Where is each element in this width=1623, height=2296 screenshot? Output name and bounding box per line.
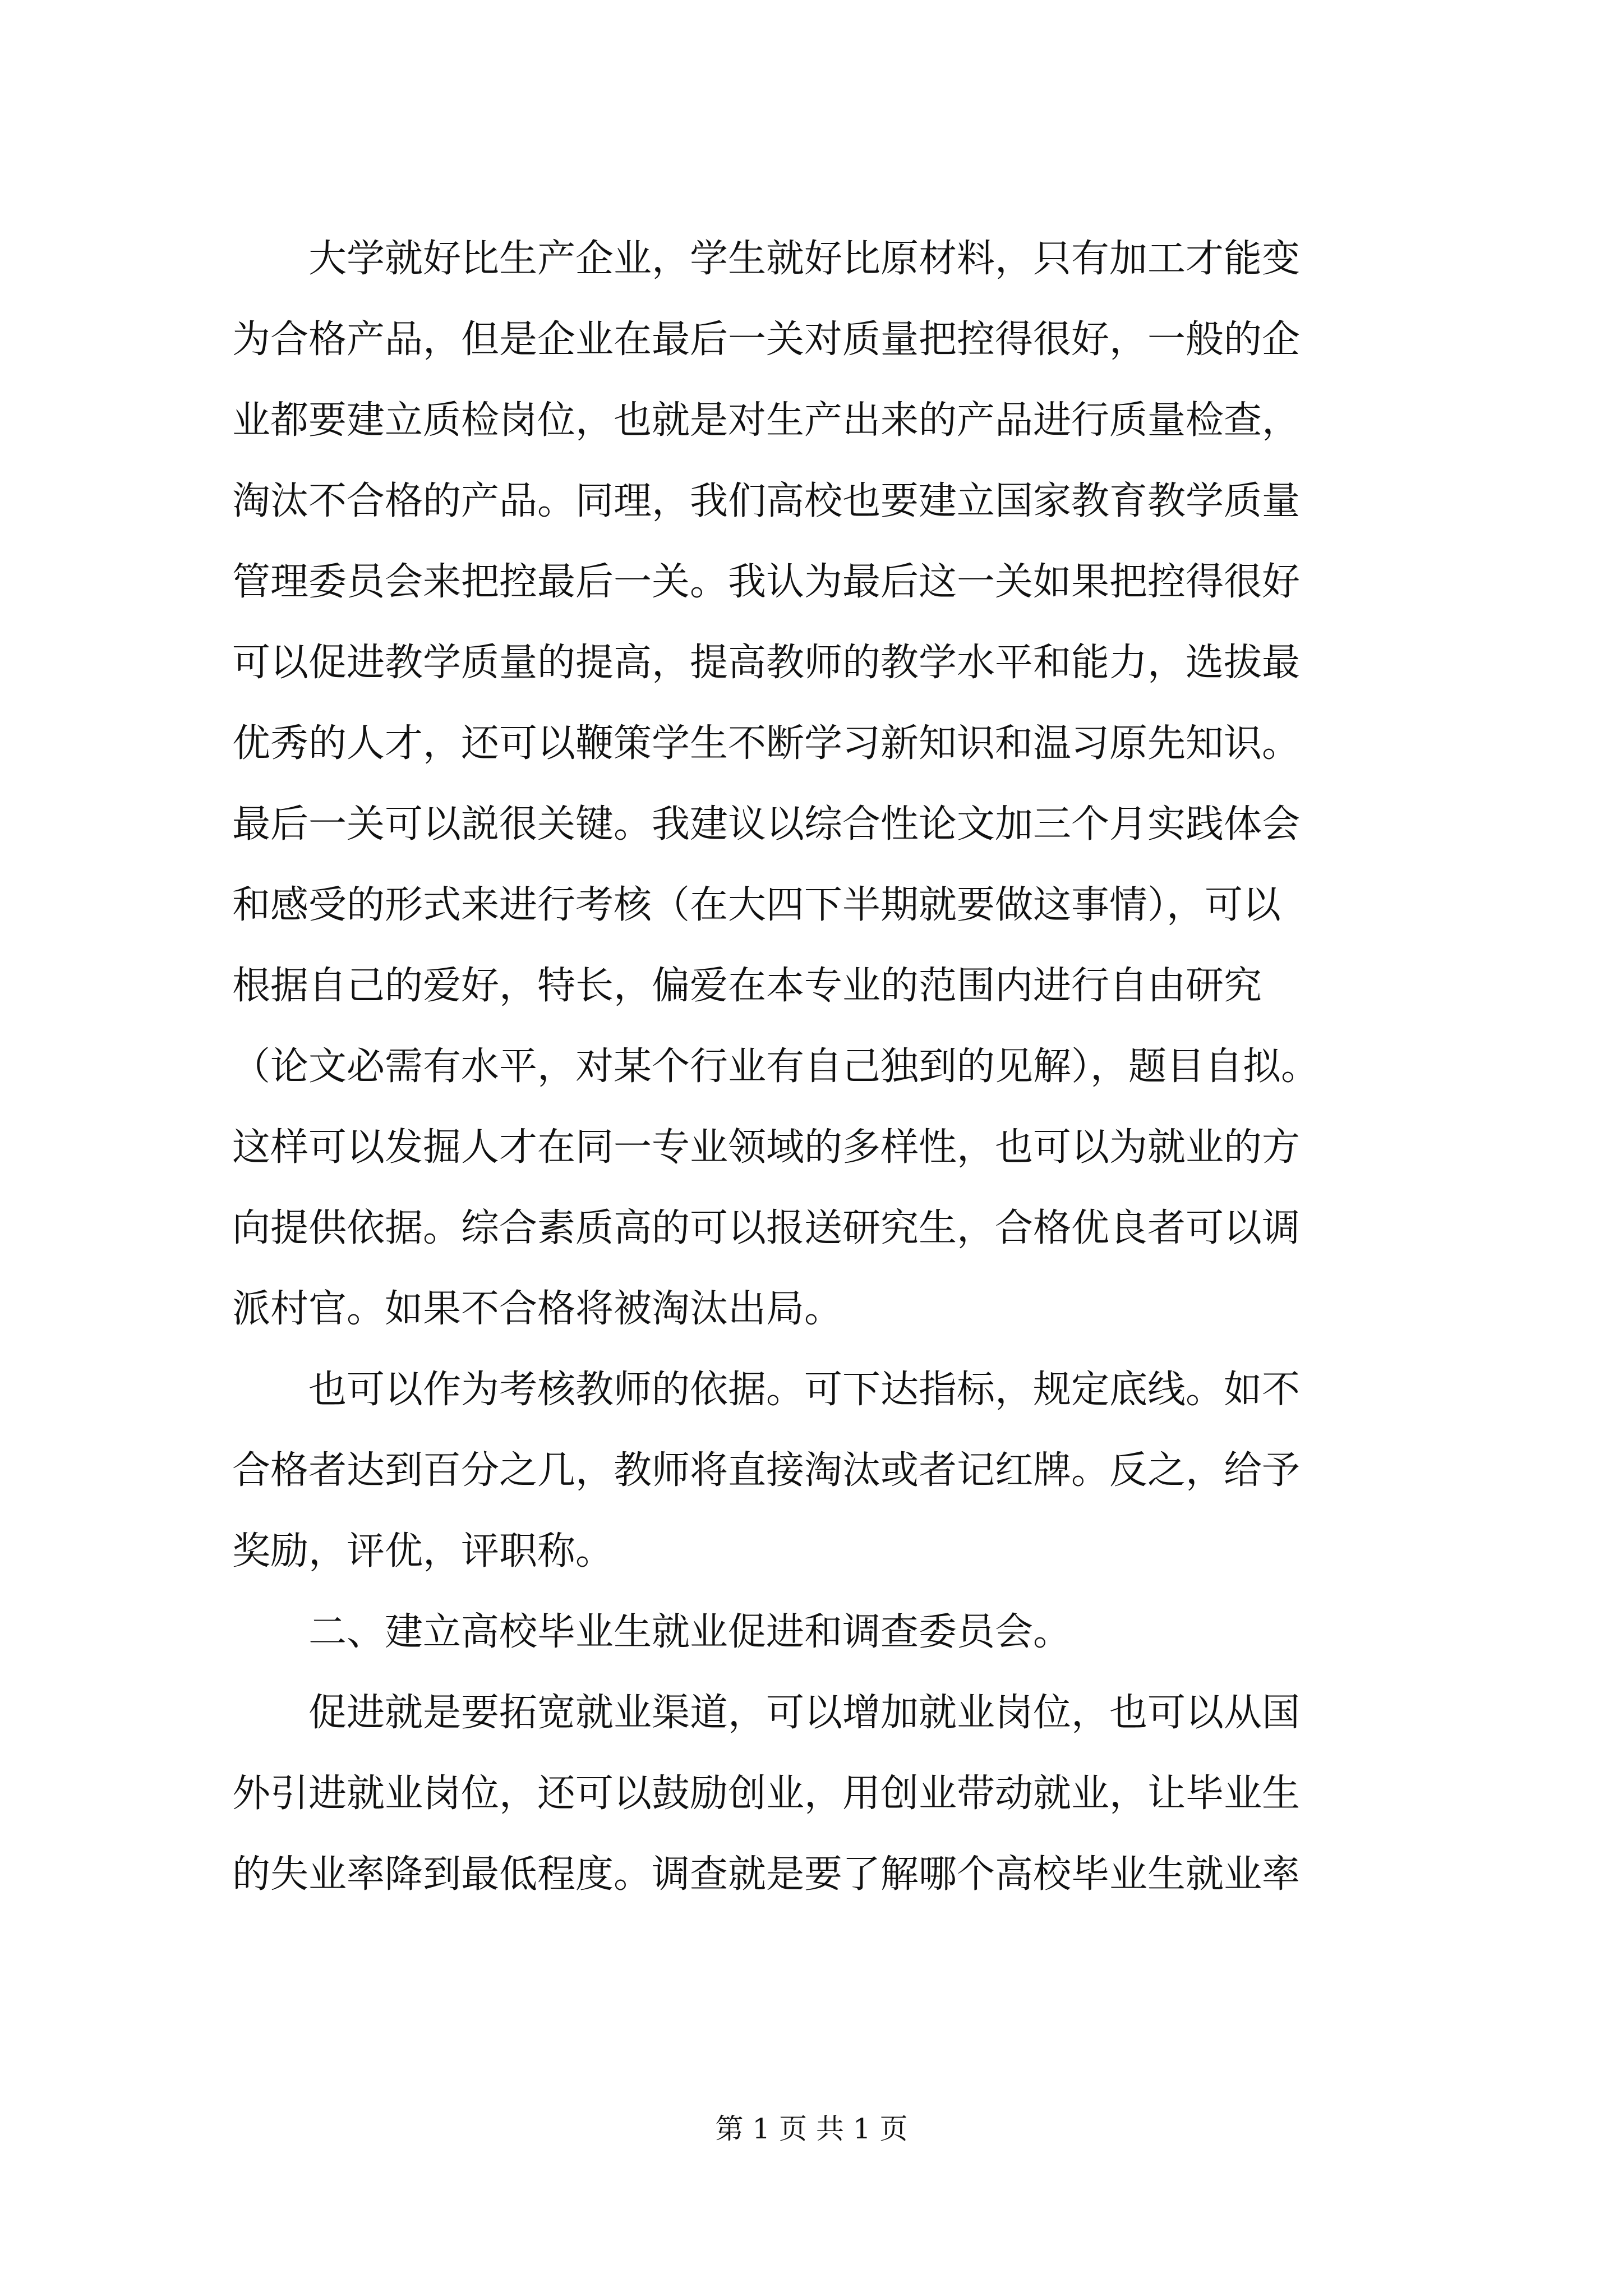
text-line: 最后一关可以説很关键。我建议以综合性论文加三个月实践体会 <box>232 802 1301 846</box>
text-line: 这样可以发掘人才在同一专业领域的多样性，也可以为就业的方 <box>232 1125 1301 1170</box>
text-line: 奖励，评优，评职称。 <box>232 1529 614 1573</box>
text-line: （论文必需有水平，对某个行业有自己独到的见解），题目自拟。 <box>232 1045 1320 1089</box>
page-number: 第 1 页 共 1 页 <box>715 2113 908 2145</box>
text-line: 业都要建立质检岗位，也就是对生产出来的产品进行质量检查， <box>232 398 1301 443</box>
text-line: 也可以作为考核教师的依据。可下达指标，规定底线。如不 <box>232 1368 1301 1412</box>
page-footer <box>0 2109 1623 2148</box>
text-line: 和感受的形式来进行考核（在大四下半期就要做这事情），可以 <box>232 883 1281 927</box>
text-line: 二、建立高校毕业生就业促进和调查委员会。 <box>232 1610 1072 1654</box>
text-line: 淘汰不合格的产品。同理，我们高校也要建立国家教育教学质量 <box>232 479 1301 523</box>
text-line: 外引进就业岗位，还可以鼓励创业，用创业带动就业，让毕业生 <box>232 1772 1301 1816</box>
text-line: 派村官。如果不合格将被淘汰出局。 <box>232 1287 843 1331</box>
text-line: 的失业率降到最低程度。调查就是要了解哪个高校毕业生就业率 <box>232 1852 1301 1897</box>
text-line: 根据自己的爱好，特长，偏爱在本专业的范围内进行自由研究 <box>232 964 1262 1008</box>
body-text <box>232 219 1393 1915</box>
text-line: 促进就是要拓宽就业渠道，可以增加就业岗位，也可以从国 <box>232 1691 1301 1735</box>
text-line: 可以促进教学质量的提高，提高教师的教学水平和能力，选拔最 <box>232 641 1301 685</box>
text-line: 管理委员会来把控最后一关。我认为最后这一关如果把控得很好 <box>232 560 1301 604</box>
text-line: 为合格产品，但是企业在最后一关对质量把控得很好，一般的企 <box>232 318 1301 362</box>
text-line: 大学就好比生产企业，学生就好比原材料，只有加工才能变 <box>232 237 1301 281</box>
text-line: 优秀的人才，还可以鞭策学生不断学习新知识和温习原先知识。 <box>232 721 1301 766</box>
text-line: 向提供依据。综合素质高的可以报送研究生，合格优良者可以调 <box>232 1206 1301 1250</box>
text-line: 合格者达到百分之几，教师将直接淘汰或者记红牌。反之，给予 <box>232 1448 1301 1493</box>
